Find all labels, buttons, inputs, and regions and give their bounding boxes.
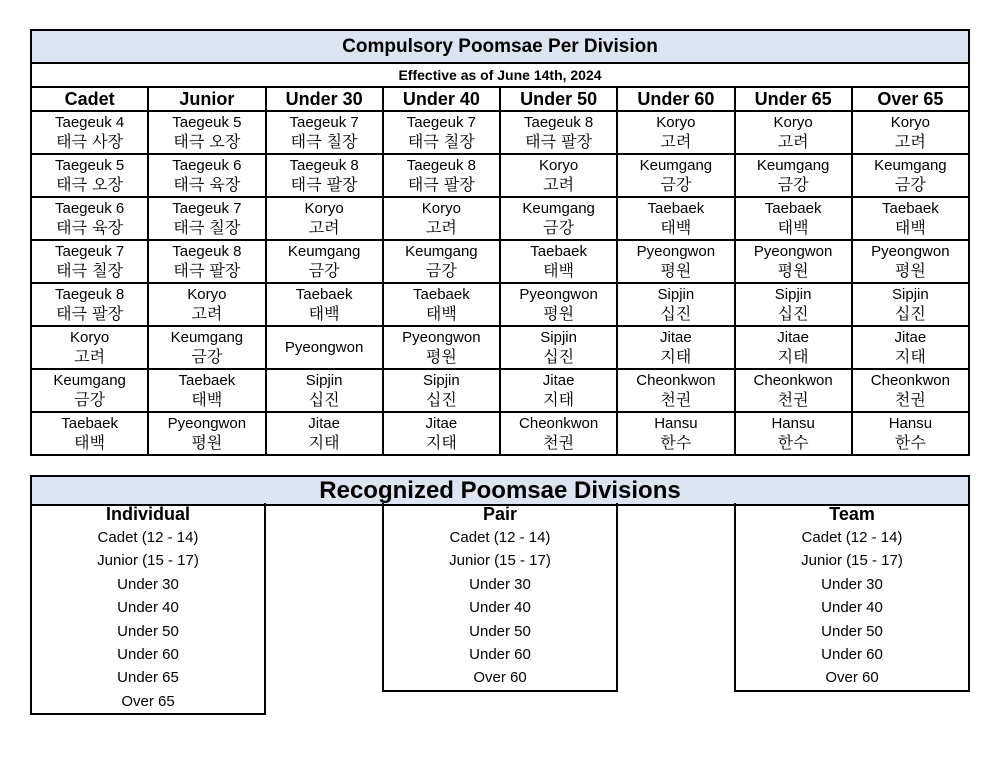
poomsae-name: Taebaek <box>882 200 939 217</box>
table-cell <box>617 283 734 326</box>
poomsae-korean-name: 평원 <box>191 433 223 452</box>
poomsae-korean-name: 금강 <box>543 218 575 237</box>
table-cell <box>852 412 969 455</box>
poomsae-korean-name: 평원 <box>425 347 457 366</box>
poomsae-korean-name: 태백 <box>308 304 340 323</box>
table-row <box>31 154 969 197</box>
table-cell <box>735 283 852 326</box>
column-header: Under 30 <box>266 87 383 111</box>
poomsae-korean-name: 태백 <box>191 390 223 409</box>
table-cell <box>266 154 383 197</box>
poomsae-korean-name: 고려 <box>425 218 457 237</box>
poomsae-name: Taegeuk 8 <box>55 286 125 303</box>
poomsae-name: Cheonkwon <box>870 372 950 389</box>
table-cell <box>266 326 383 369</box>
table-cell <box>148 412 265 455</box>
team-heading: Team <box>829 504 875 524</box>
division-item: Cadet (12 - 14) <box>97 529 199 546</box>
poomsae-name: Sipjin <box>892 286 929 303</box>
table-cell <box>617 197 734 240</box>
poomsae-korean-name: 십진 <box>894 304 926 323</box>
poomsae-korean-name: 태백 <box>425 304 457 323</box>
table-cell <box>148 154 265 197</box>
poomsae-name: Pyeongwon <box>636 243 716 260</box>
table-cell <box>617 154 734 197</box>
table-cell <box>735 154 852 197</box>
table-row <box>31 326 969 369</box>
poomsae-name: Keumgang <box>639 157 713 174</box>
poomsae-name: Koryo <box>421 200 461 217</box>
division-item: Under 30 <box>469 575 531 593</box>
poomsae-korean-name: 태극 육장 <box>56 218 124 237</box>
poomsae-name: Taebaek <box>413 286 470 303</box>
table-cell <box>500 412 617 455</box>
poomsae-korean-name: 태극 팔장 <box>290 175 358 194</box>
division-item: Under 40 <box>469 599 531 617</box>
poomsae-name: Taegeuk 5 <box>55 157 125 174</box>
poomsae-name: Koryo <box>304 200 344 217</box>
column-header: Under 50 <box>500 87 617 111</box>
individual-divisions <box>30 503 266 715</box>
poomsae-name: Pyeongwon <box>871 243 950 260</box>
poomsae-korean-name: 태극 사장 <box>56 132 124 151</box>
table-cell <box>500 369 617 412</box>
table-cell <box>500 197 617 240</box>
division-item: Junior (15 - 17) <box>449 552 551 570</box>
table-cell <box>735 369 852 412</box>
table-cell <box>148 240 265 283</box>
poomsae-name: Keumgang <box>756 157 830 174</box>
table-cell <box>31 369 148 412</box>
table-cell <box>266 197 383 240</box>
division-item: Under 65 <box>117 669 179 687</box>
poomsae-korean-name: 십진 <box>425 390 457 409</box>
poomsae-korean-name: 천권 <box>777 390 809 409</box>
poomsae-korean-name: 지태 <box>543 390 575 409</box>
table-cell <box>383 326 500 369</box>
table-cell <box>735 240 852 283</box>
poomsae-name: Koryo <box>187 286 227 303</box>
division-item: Under 50 <box>821 622 883 640</box>
division-item: Under 30 <box>821 575 883 593</box>
poomsae-korean-name: 고려 <box>308 218 340 237</box>
table-cell <box>617 111 734 154</box>
column-header: Over 65 <box>852 87 969 111</box>
poomsae-name: Taebaek <box>647 200 705 217</box>
division-item: Under 40 <box>117 599 179 617</box>
poomsae-korean-name: 고려 <box>543 175 575 194</box>
poomsae-korean-name: 태백 <box>660 218 692 237</box>
division-item: Cadet (12 - 14) <box>801 529 903 546</box>
table-cell <box>266 369 383 412</box>
table-cell <box>148 283 265 326</box>
poomsae-name: Jitae <box>894 329 927 346</box>
division-item: Cadet (12 - 14) <box>449 529 551 546</box>
column-header: Under 65 <box>735 87 852 111</box>
poomsae-name: Taegeuk 7 <box>55 243 125 260</box>
table-cell <box>735 412 852 455</box>
poomsae-name: Taebaek <box>178 372 236 389</box>
poomsae-name: Taebaek <box>530 243 587 260</box>
poomsae-name: Pyeongwon <box>753 243 833 260</box>
poomsae-korean-name: 금강 <box>191 347 223 366</box>
poomsae-name: Taegeuk 7 <box>172 200 242 217</box>
table-cell <box>31 111 148 154</box>
poomsae-korean-name: 지태 <box>777 347 809 366</box>
table-cell <box>383 197 500 240</box>
poomsae-name: Koryo <box>70 329 110 346</box>
table-cell <box>617 326 734 369</box>
poomsae-korean-name: 평원 <box>894 261 926 280</box>
poomsae-korean-name: 지태 <box>308 433 340 452</box>
table-cell <box>617 412 734 455</box>
division-item: Under 50 <box>117 622 179 640</box>
pair-list <box>384 526 616 690</box>
poomsae-name: Keumgang <box>170 329 244 346</box>
table-cell <box>852 369 969 412</box>
table-cell <box>31 154 148 197</box>
poomsae-korean-name: 태백 <box>894 218 926 237</box>
poomsae-name: Jitae <box>777 329 809 346</box>
table-cell <box>852 154 969 197</box>
poomsae-korean-name: 천권 <box>894 390 926 409</box>
table-cell <box>383 240 500 283</box>
effective-date: Effective as of June 14th, 2024 <box>31 63 969 87</box>
team-divisions <box>734 503 970 692</box>
poomsae-korean-name: 평원 <box>660 261 692 280</box>
poomsae-name: Keumgang <box>874 157 947 174</box>
division-item: Under 30 <box>117 575 179 593</box>
poomsae-name: Taegeuk 8 <box>172 243 242 260</box>
poomsae-korean-name: 십진 <box>543 347 575 366</box>
poomsae-name: Pyeongwon <box>284 339 364 356</box>
poomsae-korean-name: 십진 <box>308 390 340 409</box>
poomsae-korean-name: 지태 <box>660 347 692 366</box>
poomsae-name: Koryo <box>539 157 579 174</box>
table-cell <box>852 283 969 326</box>
poomsae-name: Hansu <box>654 415 698 432</box>
poomsae-korean-name: 고려 <box>660 132 692 151</box>
table-cell <box>617 369 734 412</box>
table-cell <box>383 283 500 326</box>
table-cell <box>148 326 265 369</box>
poomsae-korean-name: 십진 <box>777 304 809 323</box>
poomsae-name: Taegeuk 7 <box>289 114 359 131</box>
poomsae-name: Sipjin <box>423 372 460 389</box>
table-cell <box>266 283 383 326</box>
table-cell <box>148 369 265 412</box>
column-header: Cadet <box>31 87 148 111</box>
poomsae-korean-name: 태극 육장 <box>173 175 241 194</box>
table-row <box>31 240 969 283</box>
poomsae-korean-name: 한수 <box>660 433 692 452</box>
team-list <box>736 526 968 690</box>
poomsae-name: Pyeongwon <box>519 286 598 303</box>
poomsae-name: Cheonkwon <box>636 372 716 389</box>
division-item: Over 60 <box>825 669 879 687</box>
poomsae-name: Cheonkwon <box>519 415 599 432</box>
column-header: Junior <box>148 87 265 111</box>
table-cell <box>31 197 148 240</box>
poomsae-korean-name: 태극 팔장 <box>56 304 124 323</box>
table-cell <box>852 240 969 283</box>
division-item: Under 40 <box>821 599 883 617</box>
table-cell <box>383 154 500 197</box>
poomsae-korean-name: 지태 <box>425 433 457 452</box>
pair-divisions <box>382 503 618 692</box>
poomsae-name: Taegeuk 6 <box>172 157 242 174</box>
table-cell <box>31 412 148 455</box>
poomsae-korean-name: 고려 <box>777 132 809 151</box>
poomsae-korean-name: 태극 팔장 <box>173 261 241 280</box>
individual-heading: Individual <box>105 504 190 524</box>
poomsae-name: Taegeuk 8 <box>524 114 594 131</box>
table-cell <box>383 369 500 412</box>
table-cell <box>266 111 383 154</box>
poomsae-name: Sipjin <box>657 286 695 303</box>
table-cell <box>266 412 383 455</box>
poomsae-korean-name: 태백 <box>543 261 575 280</box>
poomsae-korean-name: 금강 <box>894 175 926 194</box>
poomsae-name: Pyeongwon <box>167 415 247 432</box>
poomsae-korean-name: 태백 <box>74 433 106 452</box>
poomsae-name: Taegeuk 7 <box>406 114 476 131</box>
poomsae-name: Taebaek <box>764 200 822 217</box>
compulsory-poomsae-table <box>30 29 970 456</box>
division-item: Junior (15 - 17) <box>801 552 903 570</box>
individual-list <box>32 526 264 713</box>
table-cell <box>500 154 617 197</box>
poomsae-name: Keumgang <box>522 200 595 217</box>
column-header: Under 40 <box>383 87 500 111</box>
poomsae-name: Taegeuk 4 <box>55 114 125 131</box>
poomsae-korean-name: 평원 <box>777 261 809 280</box>
poomsae-korean-name: 십진 <box>660 304 692 323</box>
table-cell <box>852 326 969 369</box>
table-cell <box>852 111 969 154</box>
poomsae-korean-name: 태극 칠장 <box>173 218 241 237</box>
poomsae-korean-name: 태극 팔장 <box>407 175 475 194</box>
poomsae-name: Taebaek <box>61 415 118 432</box>
poomsae-name: Hansu <box>771 415 815 432</box>
poomsae-korean-name: 태극 칠장 <box>407 132 475 151</box>
poomsae-name: Sipjin <box>305 372 343 389</box>
poomsae-korean-name: 고려 <box>191 304 223 323</box>
poomsae-name: Sipjin <box>774 286 812 303</box>
division-item: Under 60 <box>117 645 179 663</box>
poomsae-name: Taegeuk 6 <box>55 200 125 217</box>
division-item: Under 50 <box>469 622 531 640</box>
poomsae-korean-name: 금강 <box>74 390 106 409</box>
table-cell <box>31 326 148 369</box>
poomsae-name: Koryo <box>656 114 696 131</box>
table-cell <box>500 326 617 369</box>
poomsae-korean-name: 평원 <box>543 304 575 323</box>
table-cell <box>500 283 617 326</box>
table-body <box>31 111 969 455</box>
poomsae-name: Keumgang <box>287 243 361 260</box>
poomsae-korean-name: 고려 <box>74 347 106 366</box>
poomsae-korean-name: 태극 팔장 <box>525 132 593 151</box>
table-cell <box>735 326 852 369</box>
poomsae-korean-name: 천권 <box>660 390 692 409</box>
table-row <box>31 412 969 455</box>
column-header: Under 60 <box>617 87 734 111</box>
poomsae-name: Koryo <box>890 114 930 131</box>
table-cell <box>735 111 852 154</box>
table-cell <box>500 111 617 154</box>
poomsae-name: Koryo <box>773 114 813 131</box>
poomsae-korean-name: 고려 <box>894 132 926 151</box>
division-item: Over 60 <box>473 669 527 687</box>
poomsae-korean-name: 태극 오장 <box>56 175 124 194</box>
table-cell <box>852 197 969 240</box>
table-cell <box>266 240 383 283</box>
poomsae-name: Taegeuk 5 <box>172 114 242 131</box>
poomsae-name: Cheonkwon <box>753 372 833 389</box>
poomsae-korean-name: 태극 칠장 <box>56 261 124 280</box>
poomsae-name: Pyeongwon <box>402 329 481 346</box>
poomsae-korean-name: 금강 <box>777 175 809 194</box>
poomsae-name: Taegeuk 8 <box>289 157 359 174</box>
poomsae-name: Jitae <box>425 415 458 432</box>
poomsae-korean-name: 한수 <box>894 433 926 452</box>
table-cell <box>148 197 265 240</box>
poomsae-name: Jitae <box>660 329 692 346</box>
division-item: Junior (15 - 17) <box>97 552 199 570</box>
table-cell <box>31 283 148 326</box>
table-row <box>31 111 969 154</box>
poomsae-name: Hansu <box>888 415 933 432</box>
poomsae-korean-name: 금강 <box>308 261 340 280</box>
table-title: Compulsory Poomsae Per Division <box>31 30 969 63</box>
table-cell <box>500 240 617 283</box>
division-item: Over 65 <box>121 692 175 710</box>
table-cell <box>31 240 148 283</box>
pair-heading: Pair <box>482 504 518 524</box>
poomsae-korean-name: 태극 칠장 <box>290 132 358 151</box>
poomsae-korean-name: 태극 오장 <box>173 132 241 151</box>
poomsae-name: Taebaek <box>295 286 353 303</box>
poomsae-name: Jitae <box>542 372 575 389</box>
divisions-title: Recognized Poomsae Divisions <box>30 475 970 506</box>
table-row <box>31 369 969 412</box>
table-row <box>31 197 969 240</box>
poomsae-korean-name: 한수 <box>777 433 809 452</box>
poomsae-korean-name: 금강 <box>425 261 457 280</box>
poomsae-name: Jitae <box>308 415 340 432</box>
table-cell <box>383 412 500 455</box>
table-cell <box>735 197 852 240</box>
table-cell <box>383 111 500 154</box>
poomsae-name: Taegeuk 8 <box>406 157 476 174</box>
division-item: Under 60 <box>821 645 883 663</box>
division-item: Under 60 <box>469 645 531 663</box>
poomsae-korean-name: 지태 <box>894 347 926 366</box>
poomsae-name: Sipjin <box>540 329 577 346</box>
poomsae-korean-name: 금강 <box>660 175 692 194</box>
poomsae-name: Keumgang <box>405 243 478 260</box>
poomsae-name: Keumgang <box>53 372 126 389</box>
poomsae-korean-name: 태백 <box>777 218 809 237</box>
table-cell <box>617 240 734 283</box>
table-row <box>31 283 969 326</box>
poomsae-korean-name: 천권 <box>543 433 575 452</box>
table-cell <box>148 111 265 154</box>
column-header-row <box>31 87 969 111</box>
